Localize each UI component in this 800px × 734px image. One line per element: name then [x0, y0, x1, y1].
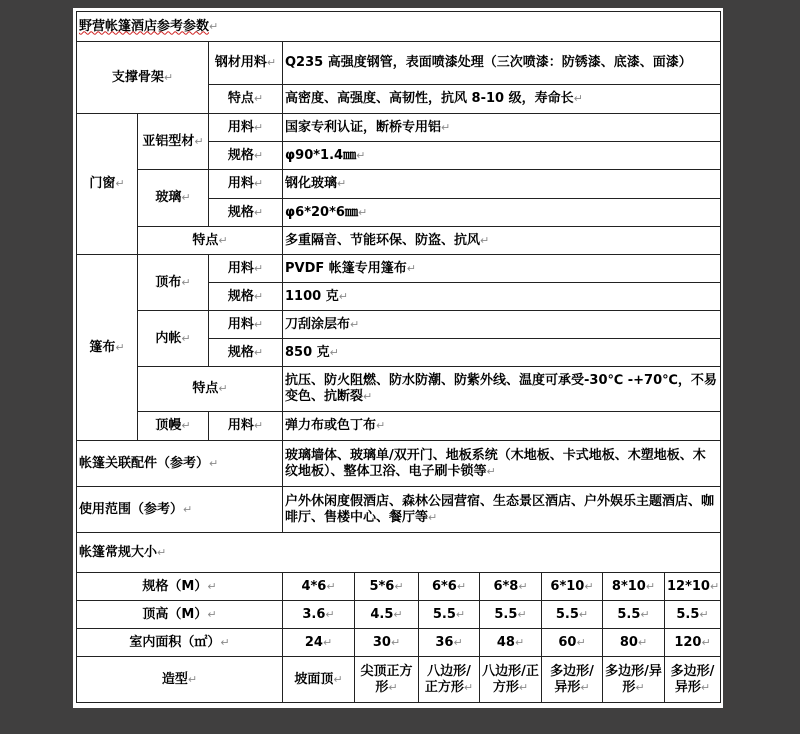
- size-height-label: 顶高（M）↵: [77, 601, 283, 629]
- door-alu-material-key: 用料↵: [209, 114, 283, 142]
- frame-label: 支撑骨架↵: [77, 42, 209, 114]
- size-area-label: 室内面积（㎡）↵: [77, 629, 283, 657]
- canvas-top-material-value: PVDF 帐篷专用篷布↵: [283, 255, 721, 283]
- parameters-table: [76, 11, 721, 703]
- canvas-top-material-key: 用料↵: [209, 255, 283, 283]
- door-feature-key: 特点↵: [138, 227, 283, 255]
- size-area-cell: 48↵: [480, 629, 542, 657]
- table-row: [77, 255, 721, 283]
- size-shape-cell: 多边形/异形↵: [665, 657, 721, 703]
- door-glass-spec-key: 规格↵: [209, 199, 283, 227]
- frame-feature-key: 特点↵: [209, 85, 283, 114]
- size-spec-cell: 6*10↵: [542, 573, 603, 601]
- size-area-cell: 60↵: [542, 629, 603, 657]
- door-glass-material-key: 用料↵: [209, 170, 283, 199]
- canvas-feature-key: 特点↵: [138, 367, 283, 412]
- accessories-value: 玻璃墙体、玻璃单/双开门、地板系统（木地板、卡式地板、木塑地板、木纹地板）、整体卫浴、电子刷卡锁等↵: [283, 441, 721, 487]
- frame-steel-key: 钢材用料↵: [209, 42, 283, 85]
- table-row: [77, 114, 721, 142]
- document-sheet: [73, 8, 723, 708]
- size-height-cell: 3.6↵: [283, 601, 355, 629]
- canvas-top-label: 顶布↵: [138, 255, 209, 311]
- frame-feature-value: 高密度、高强度、高韧性，抗风 8-10 级，寿命长↵: [283, 85, 721, 114]
- usage-value: 户外休闲度假酒店、森林公园营宿、生态景区酒店、户外娱乐主题酒店、咖啡厅、售楼中心、餐厅等↵: [283, 487, 721, 533]
- usage-label: 使用范围（参考）↵: [77, 487, 283, 533]
- size-shape-cell: 多边形/异形↵: [603, 657, 665, 703]
- table-row: [77, 573, 721, 601]
- canvas-top-spec-value: 1100 克↵: [283, 283, 721, 311]
- sizes-label: 帐篷常规大小↵: [77, 533, 721, 573]
- sizes-header-row: [77, 533, 721, 573]
- door-alu-label: 亚铝型材↵: [138, 114, 209, 170]
- size-area-cell: 80↵: [603, 629, 665, 657]
- size-spec-cell: 12*10↵: [665, 573, 721, 601]
- door-feature-value: 多重隔音、节能环保、防盗、抗风↵: [283, 227, 721, 255]
- table-row: [77, 170, 721, 199]
- size-height-cell: 5.5↵: [665, 601, 721, 629]
- size-shape-label: 造型↵: [77, 657, 283, 703]
- table-row: [77, 629, 721, 657]
- table-row: [77, 42, 721, 85]
- canvas-inner-spec-key: 规格↵: [209, 339, 283, 367]
- canvas-ceiling-value: 弹力布或色丁布↵: [283, 412, 721, 441]
- canvas-inner-spec-value: 850 克↵: [283, 339, 721, 367]
- size-area-cell: 30↵: [355, 629, 419, 657]
- size-spec-cell: 6*6↵: [419, 573, 480, 601]
- table-row: [77, 311, 721, 339]
- accessories-label: 帐篷关联配件（参考）↵: [77, 441, 283, 487]
- table-row: [77, 601, 721, 629]
- size-shape-cell: 八边形/正方形↵: [419, 657, 480, 703]
- canvas-feature-value: 抗压、防火阻燃、防水防潮、防紫外线、温度可承受-30℃ -+70℃，不易变色、抗断裂↵: [283, 367, 721, 412]
- table-row: [77, 227, 721, 255]
- door-glass-material-value: 钢化玻璃↵: [283, 170, 721, 199]
- size-shape-cell: 八边形/正方形↵: [480, 657, 542, 703]
- table-title: 野营帐篷酒店参考参数: [79, 18, 210, 34]
- size-height-cell: 5.5↵: [480, 601, 542, 629]
- canvas-label: 篷布↵: [77, 255, 138, 441]
- size-height-cell: 5.5↵: [603, 601, 665, 629]
- door-alu-spec-key: 规格↵: [209, 142, 283, 170]
- door-alu-spec-value: φ90*1.4㎜↵: [283, 142, 721, 170]
- door-glass-spec-value: φ6*20*6㎜↵: [283, 199, 721, 227]
- table-row: [77, 441, 721, 487]
- table-row: [77, 412, 721, 441]
- paragraph-mark: ↵: [209, 19, 219, 33]
- table-row: [77, 657, 721, 703]
- door-alu-material-value: 国家专利认证，断桥专用铝↵: [283, 114, 721, 142]
- size-area-cell: 120↵: [665, 629, 721, 657]
- size-height-cell: 4.5↵: [355, 601, 419, 629]
- canvas-top-spec-key: 规格↵: [209, 283, 283, 311]
- size-spec-label: 规格（M）↵: [77, 573, 283, 601]
- size-shape-cell: 尖顶正方形↵: [355, 657, 419, 703]
- size-height-cell: 5.5↵: [542, 601, 603, 629]
- table-row: [77, 487, 721, 533]
- door-label: 门窗↵: [77, 114, 138, 255]
- size-spec-cell: 4*6↵: [283, 573, 355, 601]
- canvas-ceiling-label: 顶幔↵: [138, 412, 209, 441]
- size-spec-cell: 6*8↵: [480, 573, 542, 601]
- size-area-cell: 36↵: [419, 629, 480, 657]
- size-spec-cell: 5*6↵: [355, 573, 419, 601]
- table-title-cell: [77, 12, 721, 42]
- canvas-inner-label: 内帐↵: [138, 311, 209, 367]
- canvas-inner-material-key: 用料↵: [209, 311, 283, 339]
- canvas-inner-material-value: 刀刮涂层布↵: [283, 311, 721, 339]
- size-spec-cell: 8*10↵: [603, 573, 665, 601]
- door-glass-label: 玻璃↵: [138, 170, 209, 227]
- title-row: [77, 12, 721, 42]
- frame-steel-value: Q235 高强度钢管，表面喷漆处理（三次喷漆：防锈漆、底漆、面漆）: [283, 42, 721, 85]
- size-shape-cell: 坡面顶↵: [283, 657, 355, 703]
- canvas-ceiling-key: 用料↵: [209, 412, 283, 441]
- size-area-cell: 24↵: [283, 629, 355, 657]
- size-shape-cell: 多边形/异形↵: [542, 657, 603, 703]
- size-height-cell: 5.5↵: [419, 601, 480, 629]
- table-row: [77, 367, 721, 412]
